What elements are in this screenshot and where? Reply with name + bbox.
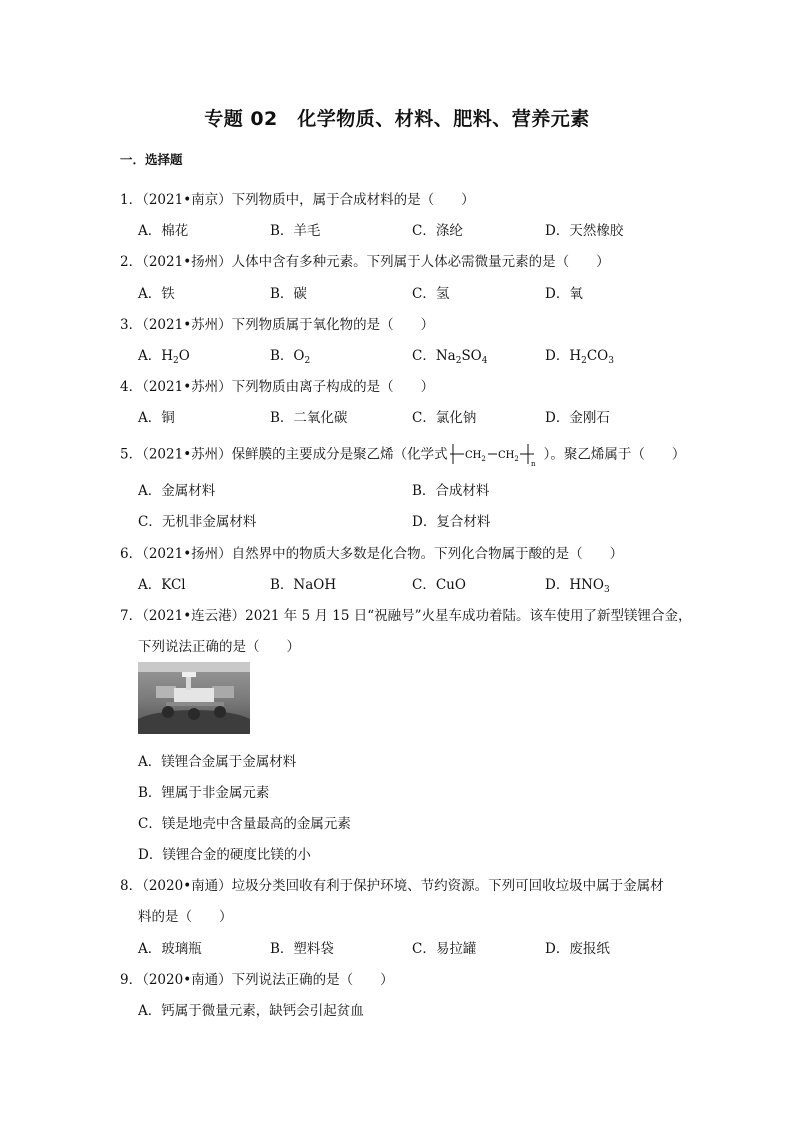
question-9-stem: 9．（2020•南通）下列说法正确的是（ ） [120,972,394,988]
q4-option-a: A．铜 [138,410,175,426]
question-8-stem-cont: 料的是（ ） [138,909,233,925]
q3-option-b: B．$O_2$ [270,348,311,366]
q6-option-d: D．$HNO_3$ [545,577,610,595]
question-5-stem: 5．（2021•苏州）保鲜膜的主要成分是聚乙烯（化学式 $CH_2$ $CH_2$ n ）。聚乙烯属于（ ） [120,442,685,468]
page-title: 专题 02 化学物质、材料、肥料、营养元素 [204,108,590,130]
q5-option-b: B．合成材料 [412,483,490,499]
q3-option-d: D．$H_2CO_3$ [545,348,614,366]
mars-rover-photo [138,662,250,734]
q3-option-c: C．$Na_2SO_4$ [412,348,488,366]
q8-option-d: D．废报纸 [545,941,610,957]
q9-option-a: A．钙属于微量元素，缺钙会引起贫血 [138,1003,364,1019]
question-7-stem-cont: 下列说法正确的是（ ） [138,639,300,655]
q3-option-a: A．$H_2O$ [138,348,190,366]
q4-option-c: C．氯化钠 [412,410,477,426]
q2-option-a: A．铁 [138,286,175,302]
polyethylene-formula [450,442,542,468]
question-4-stem: 4．（2021•苏州）下列物质由离子构成的是（ ） [120,379,435,395]
q5-option-c: C．无机非金属材料 [138,514,257,530]
q8-option-b: B．塑料袋 [270,941,334,957]
svg-text:n: n [530,460,536,468]
question-3-stem: 3．（2021•苏州）下列物质属于氧化物的是（ ） [120,317,435,333]
q2-option-b: B．碳 [270,286,307,302]
q7-option-a: A．镁锂合金属于金属材料 [138,754,297,770]
q7-option-b: B．锂属于非金属元素 [138,785,270,801]
q6-option-c: C．CuO [412,577,466,593]
q1-option-a: A．棉花 [138,223,189,239]
q1-option-c: C．涤纶 [412,223,463,239]
q2-option-d: D．氧 [545,286,583,302]
q6-option-b: B．NaOH [270,577,337,593]
q8-option-c: C．易拉罐 [412,941,477,957]
q6-option-a: A．KCl [138,577,186,593]
q5-option-a: A．金属材料 [138,483,216,499]
svg-text:CH2: $CH_2$ [464,450,486,463]
question-2-stem: 2．（2021•扬州）人体中含有多种元素。下列属于人体必需微量元素的是（ ） [120,254,610,270]
svg-text:CH2: $CH_2$ [497,450,519,463]
question-1-stem: 1．（2021•南京）下列物质中，属于合成材料的是（ ） [120,192,475,208]
question-7-stem: 7．（2021•连云港）2021 年 5 月 15 日“祝融号”火星车成功着陆。该车使用了新型镁锂合金， [120,608,692,624]
section-heading: 一．选择题 [120,152,183,167]
q1-option-d: D．天然橡胶 [545,223,624,239]
q8-option-a: A．玻璃瓶 [138,941,202,957]
q5-option-d: D．复合材料 [412,514,491,530]
q4-option-d: D．金刚石 [545,410,610,426]
q2-option-c: C．氢 [412,286,450,302]
question-6-stem: 6．（2021•扬州）自然界中的物质大多数是化合物。下列化合物属于酸的是（ ） [120,546,624,562]
q7-option-c: C．镁是地壳中含量最高的金属元素 [138,816,351,832]
q1-option-b: B．羊毛 [270,223,321,239]
q7-option-d: D．镁锂合金的硬度比镁的小 [138,847,311,863]
q4-option-b: B．二氧化碳 [270,410,348,426]
question-8-stem: 8．（2020•南通）垃圾分类回收有利于保护环境、节约资源。下列可回收垃圾中属于金属材 [120,878,664,894]
